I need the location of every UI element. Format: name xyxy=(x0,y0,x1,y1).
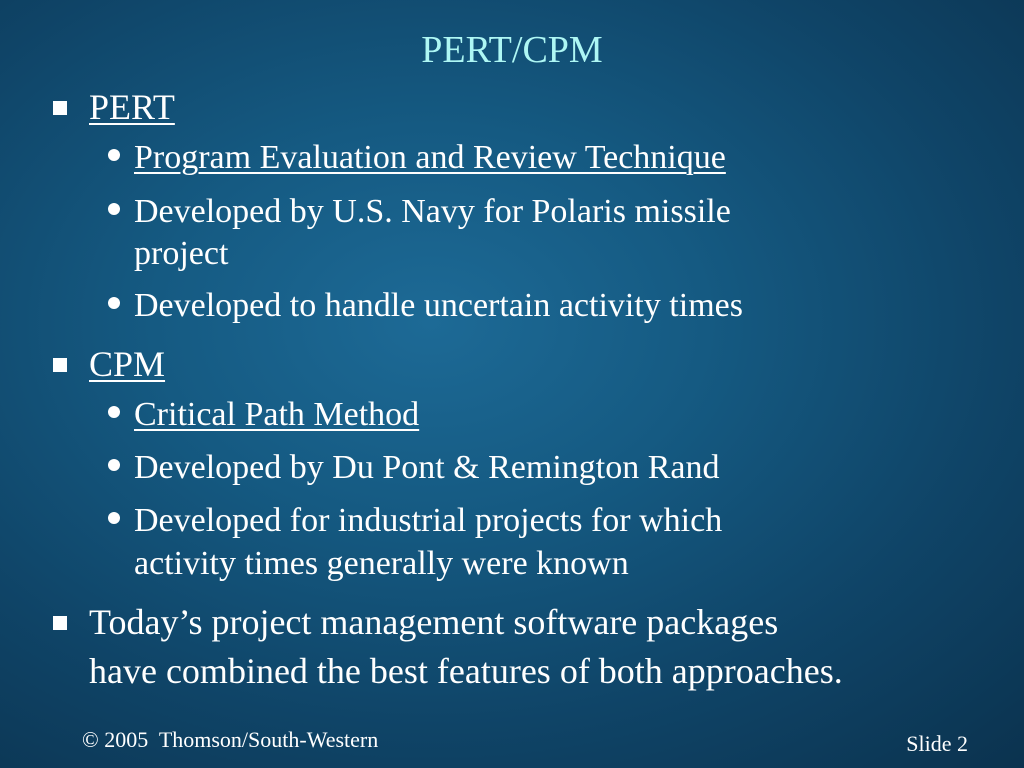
square-bullet-icon xyxy=(53,358,67,372)
sub-bullet-text: Developed for industrial projects for which xyxy=(134,502,723,539)
round-bullet-icon xyxy=(108,406,120,418)
round-bullet-icon xyxy=(108,203,120,215)
bullet-today-line1: Today’s project management software packages xyxy=(89,602,779,642)
round-bullet-icon xyxy=(108,459,120,471)
bullet-pert xyxy=(89,84,175,130)
bullet-today xyxy=(89,599,778,645)
round-bullet-icon xyxy=(108,149,120,161)
sub-bullet-pert-developed-cont xyxy=(134,233,228,275)
square-bullet-icon xyxy=(53,101,67,115)
sub-bullet-text: Developed by Du Pont & Remington Rand xyxy=(134,449,720,486)
sub-bullet-cpm-name xyxy=(134,394,419,436)
round-bullet-icon xyxy=(108,512,120,524)
bullet-today-cont xyxy=(89,648,843,694)
footer-copyright: © 2005 Thomson/South-Western xyxy=(82,727,379,752)
sub-bullet-pert-name xyxy=(134,137,726,179)
sub-bullet-cpm-industrial xyxy=(134,500,722,542)
bullet-cpm xyxy=(89,341,165,387)
sub-bullet-text: Program Evaluation and Review Technique xyxy=(134,139,726,176)
square-bullet-icon xyxy=(53,616,67,630)
sub-bullet-pert-developed xyxy=(134,191,731,233)
sub-bullet-text: Developed by U.S. Navy for Polaris missile xyxy=(134,193,731,230)
sub-bullet-text: project xyxy=(134,235,229,272)
sub-bullet-text: Developed to handle uncertain activity times xyxy=(134,287,743,324)
sub-bullet-cpm-industrial-cont xyxy=(134,543,629,585)
bullet-cpm-label: CPM xyxy=(89,344,166,384)
slide-title: PERT/CPM xyxy=(421,29,603,71)
sub-bullet-text: Critical Path Method xyxy=(134,396,420,433)
sub-bullet-cpm-developed xyxy=(134,447,720,489)
sub-bullet-text: activity times generally were known xyxy=(134,545,629,582)
round-bullet-icon xyxy=(108,297,120,309)
bullet-today-line2: have combined the best features of both approaches. xyxy=(89,651,843,691)
bullet-pert-label: PERT xyxy=(89,87,175,127)
footer-slide-number: Slide 2 xyxy=(906,731,968,756)
sub-bullet-pert-uncertain xyxy=(134,285,743,327)
